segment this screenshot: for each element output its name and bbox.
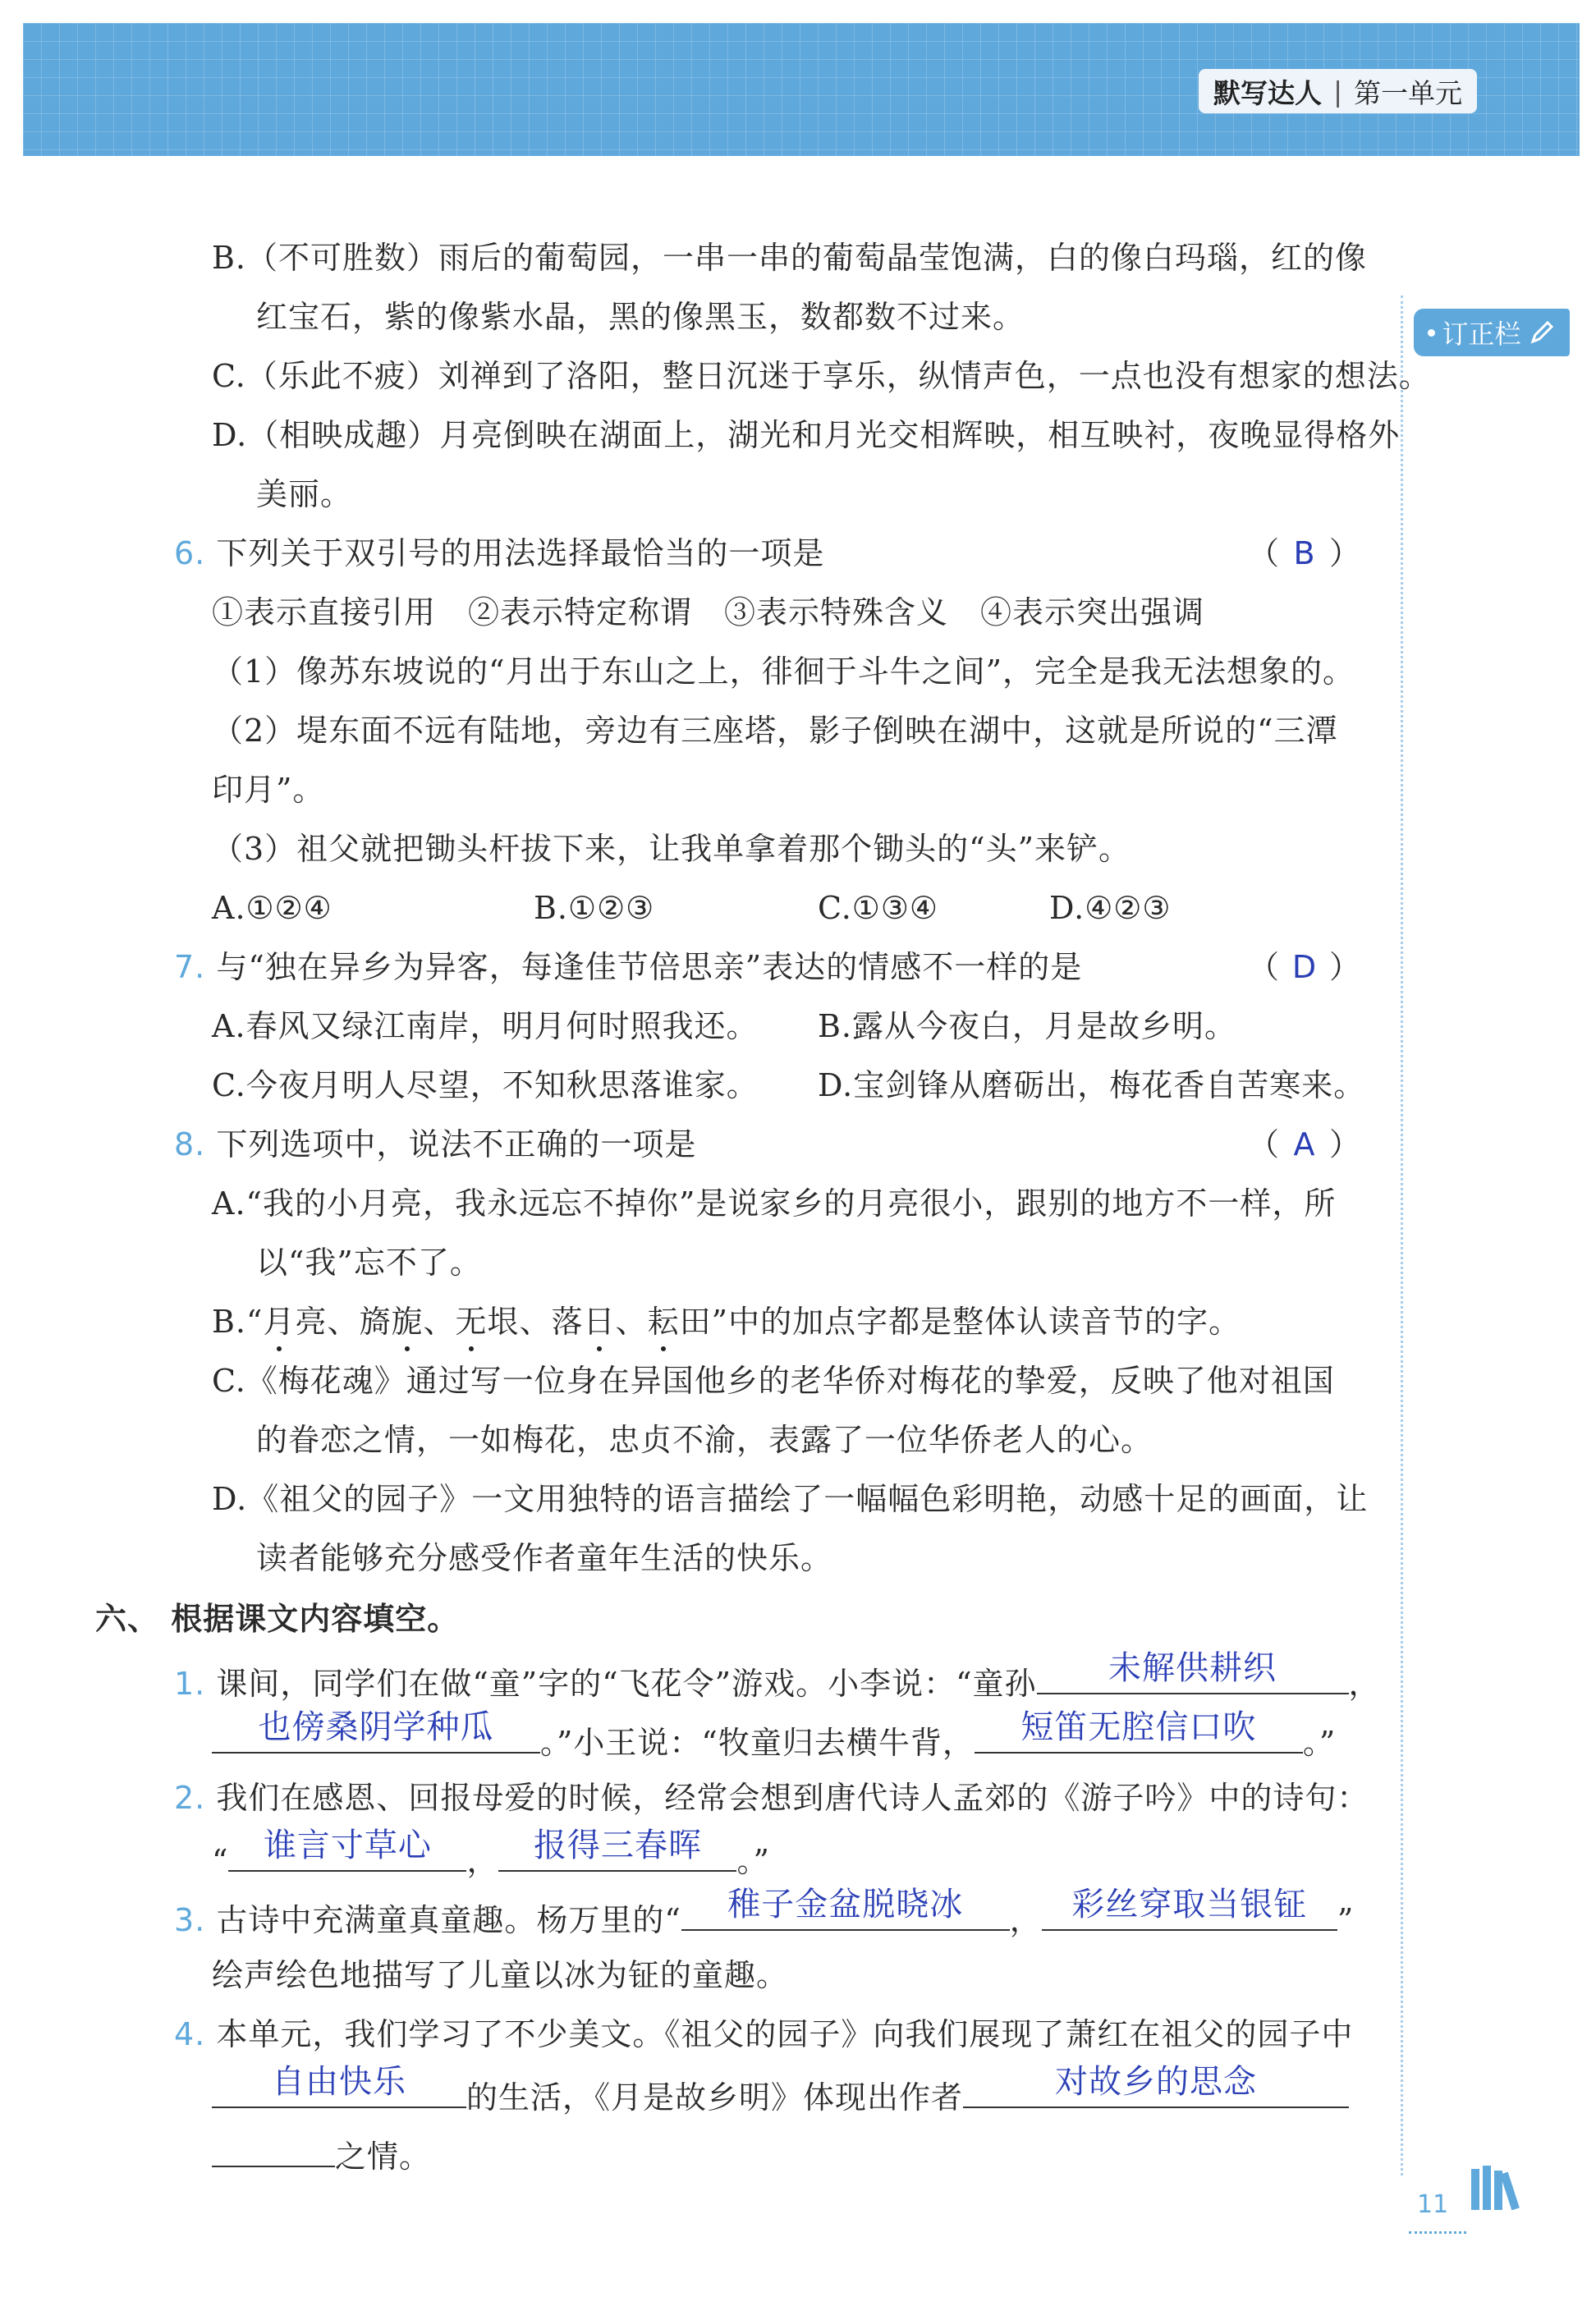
fill-1-text-b: 。”小王说：“牧童归去横牛背， <box>540 1725 975 1761</box>
fill-2-line1 <box>174 1778 1369 1818</box>
q6-answer: B <box>1293 535 1316 571</box>
plain-char: 落 <box>551 1304 584 1340</box>
q7-paren-right: ） <box>1329 949 1362 985</box>
q6-choice-c: C.①③④ <box>818 890 938 926</box>
close-quote: 。” <box>736 1843 770 1879</box>
q7-number: 7. <box>174 949 206 985</box>
fill-2-answer-2: 报得三春晖 <box>533 1827 702 1864</box>
dotted-char: 旎 <box>391 1304 424 1340</box>
fill-4-blank-1[interactable] <box>212 2063 466 2108</box>
q8-choice-d-line2: 读者能够充分感受作者童年生活的快乐。 <box>256 1540 833 1576</box>
fill-3-answer-1: 稚子金盆脱晓冰 <box>727 1886 964 1923</box>
q7-choice-a: A.春风又绿江南岸，明月何时照我还。 <box>212 1008 759 1044</box>
plain-char: 旖 <box>359 1304 392 1340</box>
fill-1-blank-2[interactable] <box>212 1708 540 1754</box>
q8-paren-right: ） <box>1329 1126 1362 1162</box>
plain-char: 垠 <box>487 1304 520 1340</box>
fill-2-answer-1: 谁言寸草心 <box>263 1827 432 1864</box>
q6-options-list: ①表示直接引用 ②表示特定称谓 ③表示特殊含义 ④表示突出强调 <box>212 594 1205 630</box>
q5-option-d-line2: 美丽。 <box>256 476 353 512</box>
q7-answer-paren <box>1248 947 1361 987</box>
dotted-char: 无 <box>455 1304 488 1340</box>
sidebar-dot-icon <box>1428 329 1435 337</box>
q8-choice-d-line1: D.《祖父的园子》一文用独特的语言描绘了一幅幅色彩明艳，动感十足的画面，让 <box>212 1481 1369 1517</box>
fill-4-text-b: 的生活，《月是故乡明》体现出作者 <box>466 2079 964 2116</box>
fill-3-blank-1[interactable] <box>681 1886 1010 1931</box>
header-unit: 第一单元 <box>1354 76 1463 109</box>
fill-4-line3 <box>212 2133 431 2176</box>
separator: 、 <box>327 1304 360 1340</box>
q7-choice-d: D.宝剑锋从磨砺出，梅花香自苦寒来。 <box>818 1067 1366 1103</box>
q8-answer: A <box>1293 1126 1316 1162</box>
q7-choice-c: C.今夜月明人尽望，不知秋思落谁家。 <box>212 1067 759 1103</box>
plain-char: 亮 <box>295 1304 328 1340</box>
q7-paren-left: （ <box>1248 949 1281 985</box>
q8-choice-b <box>212 1302 1241 1341</box>
q6-choice-d: D.④②③ <box>1049 890 1172 926</box>
header-separator: | <box>1333 75 1343 108</box>
fill-4-line1 <box>174 2015 1353 2054</box>
q5-option-b-line2: 红宝石，紫的像紫水晶，黑的像黑玉，数都数不过来。 <box>256 299 1025 335</box>
sidebar-tab <box>1414 309 1570 356</box>
q8-choice-a-line2: 以“我”忘不了。 <box>256 1245 482 1281</box>
page-number-rule <box>1409 2231 1466 2234</box>
comma: ， <box>466 1843 499 1879</box>
q6-stem <box>174 534 824 573</box>
q8-b-suffix: ”中的加点字都是整体认读音节的字。 <box>711 1304 1241 1340</box>
q8-answer-paren <box>1248 1125 1361 1164</box>
fill-4-blank-2[interactable] <box>963 2063 1349 2108</box>
q5-option-d-line1: D.（相映成趣）月亮倒映在湖面上，湖光和月光交相辉映，相互映衬，夜晚显得格外 <box>212 417 1401 453</box>
fill-1-line1 <box>174 1649 1381 1703</box>
fill-3-blank-2[interactable] <box>1042 1886 1337 1931</box>
separator: 、 <box>615 1304 648 1340</box>
q8-stem-text: 下列选项中，说法不正确的一项是 <box>216 1126 697 1162</box>
q7-stem <box>174 947 1082 987</box>
fill-4-answer-1: 自由快乐 <box>272 2063 406 2101</box>
q8-choice-c-line2: 的眷恋之情，一如梅花，忠贞不渝，表露了一位华侨老人的心。 <box>256 1422 1153 1458</box>
q8-paren-left: （ <box>1248 1126 1281 1162</box>
books-icon <box>1470 2164 1524 2213</box>
plain-char: 田 <box>679 1304 712 1340</box>
q6-stem-text: 下列关于双引号的用法选择最恰当的一项是 <box>216 535 825 571</box>
q6-paren-right: ） <box>1329 535 1362 571</box>
separator: 、 <box>423 1304 456 1340</box>
fill-4-line2 <box>212 2063 1349 2117</box>
q8-number: 8. <box>174 1126 206 1162</box>
fill-1-answer-1: 未解供耕织 <box>1108 1649 1277 1687</box>
q6-sentence-2-line1: （2）堤东面不远有陆地，旁边有三座塔，影子倒映在湖中，这就是所说的“三潭 <box>212 713 1338 749</box>
fill-1-answer-3: 短笛无腔信口吹 <box>1020 1708 1257 1746</box>
section-6-title: 根据课文内容填空。 <box>171 1601 460 1637</box>
fill-1-blank-1[interactable] <box>1037 1649 1349 1694</box>
q8-choice-c-line1: C.《梅花魂》通过写一位身在异国他乡的老华侨对梅花的挚爱，反映了他对祖国 <box>212 1363 1335 1399</box>
close-quote: ” <box>1337 1902 1355 1938</box>
fill-2-text-a: 我们在感恩、回报母爱的时候，经常会想到唐代诗人孟郊的《游子吟》中的诗句： <box>216 1780 1369 1816</box>
fill-1-answer-2: 也傍桑阴学种瓜 <box>258 1708 494 1746</box>
q8-stem <box>174 1125 696 1164</box>
q6-sentence-2-line2: 印月”。 <box>212 772 325 808</box>
pencil-icon <box>1528 319 1556 346</box>
fill-2-blank-2[interactable] <box>498 1827 736 1872</box>
section-6-label: 六、 <box>95 1601 160 1637</box>
dotted-char: 月 <box>263 1304 296 1340</box>
q7-choice-b: B.露从今夜白，月是故乡明。 <box>818 1008 1237 1044</box>
q6-paren-left: （ <box>1248 535 1281 571</box>
q5-option-c: C.（乐此不疲）刘禅到了洛阳，整日沉迷于享乐，纵情声色，一点也没有想家的想法。 <box>212 358 1431 394</box>
q6-number: 6. <box>174 535 206 571</box>
fill-4-text-a: 本单元，我们学习了不少美文。《祖父的园子》向我们展现了萧红在祖父的园子中 <box>216 2016 1354 2052</box>
page-number: 11 <box>1417 2190 1449 2219</box>
q6-choice-b: B.①②③ <box>534 890 655 926</box>
header-title: 默写达人 <box>1213 76 1322 109</box>
fill-2-line2 <box>212 1827 770 1881</box>
q7-stem-text: 与“独在异乡为异客，每逢佳节倍思亲”表达的情感不一样的是 <box>216 949 1083 985</box>
q6-answer-paren <box>1248 534 1361 573</box>
q8-b-prefix: B.“ <box>212 1304 264 1340</box>
fill-3-text-a: 古诗中充满童真童趣。杨万里的“ <box>216 1902 681 1938</box>
comma: ， <box>1348 1666 1381 1702</box>
fill-2-blank-1[interactable] <box>228 1827 466 1872</box>
sidebar-label: 订正栏 <box>1442 319 1521 350</box>
fill-2-number: 2. <box>174 1780 206 1816</box>
fill-3-line1 <box>174 1886 1355 1940</box>
fill-4-number: 4. <box>174 2016 206 2052</box>
comma: ， <box>1009 1902 1042 1938</box>
fill-3-line2: 绘声绘色地描写了儿童以冰为钲的童趣。 <box>212 1957 789 1993</box>
q5-option-b-line1: B.（不可胜数）雨后的葡萄园，一串一串的葡萄晶莹饱满，白的像白玛瑙，红的像 <box>212 240 1368 276</box>
separator: 、 <box>519 1304 552 1340</box>
sidebar-divider <box>1401 296 1403 2175</box>
dotted-char: 耘 <box>647 1304 680 1340</box>
fill-1-line2 <box>212 1708 1337 1763</box>
fill-1-text-c: 。” <box>1302 1725 1337 1761</box>
q6-sentence-1: （1）像苏东坡说的“月出于东山之上，徘徊于斗牛之间”，完全是我无法想象的。 <box>212 653 1355 690</box>
q7-answer: D <box>1291 949 1318 985</box>
fill-3-number: 3. <box>174 1902 206 1938</box>
fill-4-blank-continuation[interactable] <box>212 2133 335 2167</box>
fill-1-number: 1. <box>174 1666 206 1702</box>
q6-sentence-3: （3）祖父就把锄头杆拔下来，让我单拿着那个锄头的“头”来铲。 <box>212 831 1131 867</box>
fill-1-text-a: 课间，同学们在做“童”字的“飞花令”游戏。小李说：“童孙 <box>216 1666 1037 1702</box>
fill-1-blank-3[interactable] <box>975 1708 1303 1754</box>
fill-3-answer-2: 彩丝穿取当银钲 <box>1071 1886 1308 1923</box>
fill-4-answer-2: 对故乡的思念 <box>1055 2063 1258 2101</box>
header-tab <box>1199 69 1477 113</box>
dotted-char: 日 <box>583 1304 616 1340</box>
open-quote: “ <box>212 1843 229 1879</box>
fill-4-text-c: 之情。 <box>335 2139 432 2175</box>
section-6-heading <box>95 1599 459 1639</box>
q6-choice-a: A.①②④ <box>212 890 332 926</box>
q8-choice-a-line1: A.“我的小月亮，我永远忘不掉你”是说家乡的月亮很小，跟别的地方不一样，所 <box>212 1185 1337 1222</box>
